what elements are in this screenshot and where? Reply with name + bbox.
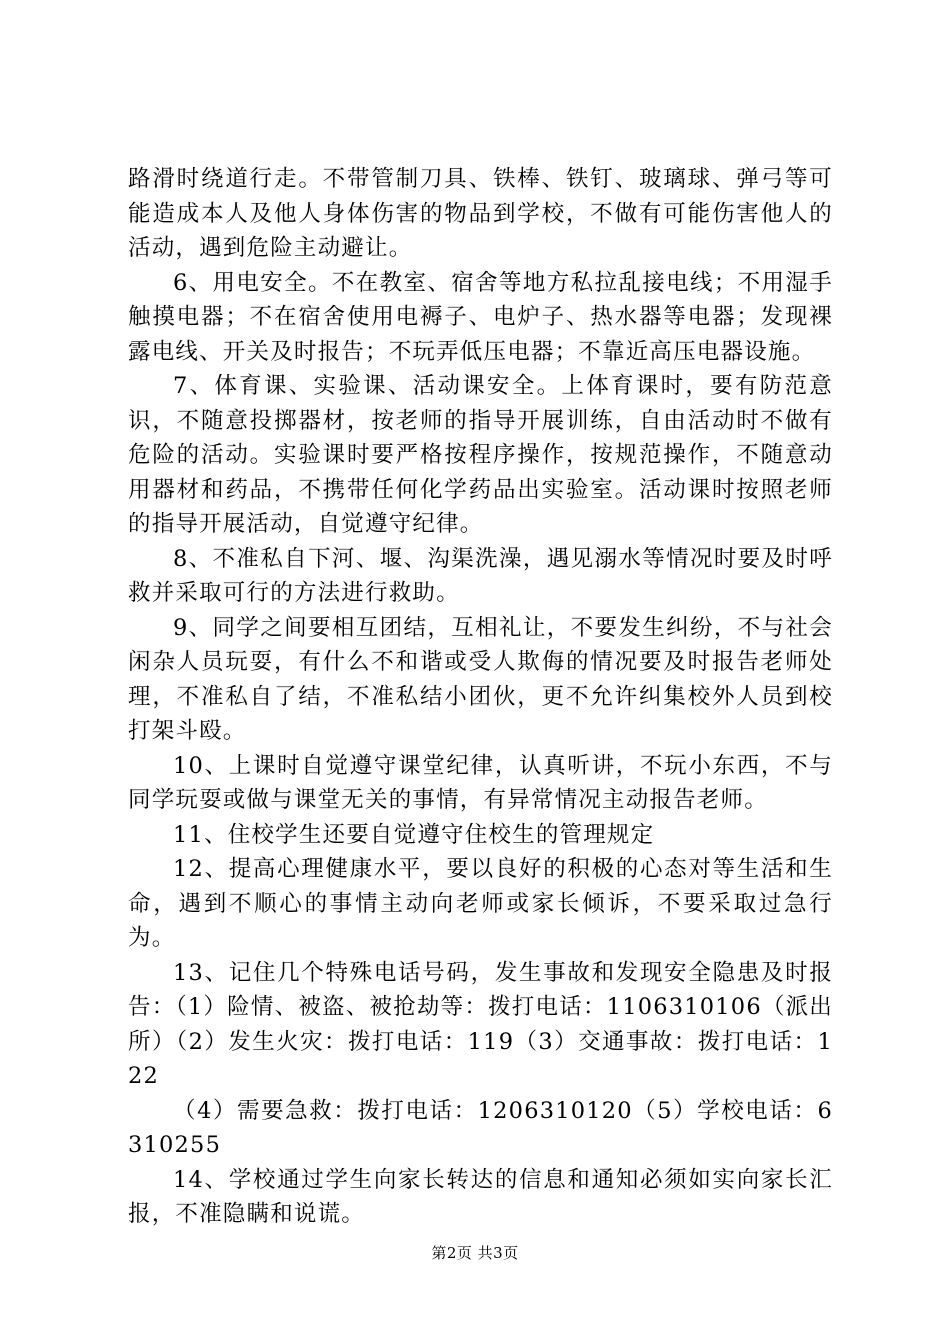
paragraph-class-discipline: 10、上课时自觉遵守课堂纪律，认真听讲，不玩小东西，不与同学玩耍或做与课堂无关的事情，有异常情况主动报告老师。 bbox=[128, 752, 833, 813]
paragraph-parent-notice: 14、学校通过学生向家长转达的信息和通知必须如实向家长汇报，不准隐瞒和说谎。 bbox=[128, 1166, 833, 1227]
paragraph-mental-health: 12、提高心理健康水平，要以良好的积极的心态对等生活和生命，遇到不顺心的事情主动向老师或家长倾诉，不要采取过急行为。 bbox=[128, 856, 833, 951]
paragraph-electric-safety: 6、用电安全。不在教室、宿舍等地方私拉乱接电线；不用湿手触摸电器；不在宿舍使用电褥子、电炉子、热水器等电器；发现裸露电线、开关及时报告；不玩弄低压电器；不靠近高压电器设施。 bbox=[128, 269, 833, 365]
paragraph-class-safety: 7、体育课、实验课、活动课安全。上体育课时，要有防范意识，不随意投掷器材，按老师的指导开展训练，自由活动时不做有危险的活动。实验课时要严格按程序操作，按规范操作，不随意动用器材和药品，不携带任何化学药品出实验室。活动课时按照老师的指导开展活动，自觉遵守纪律。 bbox=[128, 373, 833, 537]
document-body bbox=[128, 162, 833, 1232]
paragraph-boarding-rules: 11、住校学生还要自觉遵守住校生的管理规定 bbox=[173, 821, 655, 848]
paragraph-unity: 9、同学之间要相互团结，互相礼让，不要发生纠纷，不与社会闲杂人员玩耍，有什么不和谐或受人欺侮的情况要及时报告老师处理，不准私自了结，不准私结小团伙，更不允许纠集校外人员到校打架斗殴。 bbox=[128, 614, 833, 744]
paragraph-emergency-numbers-cont: （4）需要急救：拨打电话：1206310120（5）学校电话：6310255 bbox=[128, 1097, 833, 1158]
paragraph-continuation: 路滑时绕道行走。不带管制刀具、铁棒、铁钉、玻璃球、弹弓等可能造成本人及他人身体伤害的物品到学校，不做有可能伤害他人的活动，遇到危险主动避让。 bbox=[128, 166, 833, 261]
paragraph-emergency-numbers: 13、记住几个特殊电话号码，发生事故和发现安全隐患及时报告：（1）险情、被盗、被抢劫等：拨打电话：1106310106（派出所）（2）发生火灾：拨打电话：119（3）交通事故：拨打电话：122 bbox=[128, 959, 833, 1089]
page-number-footer: 第2页 共3页 bbox=[431, 1244, 519, 1262]
paragraph-swimming-safety: 8、不准私自下河、堰、沟渠洗澡，遇见溺水等情况时要及时呼救并采取可行的方法进行救助。 bbox=[128, 545, 833, 606]
